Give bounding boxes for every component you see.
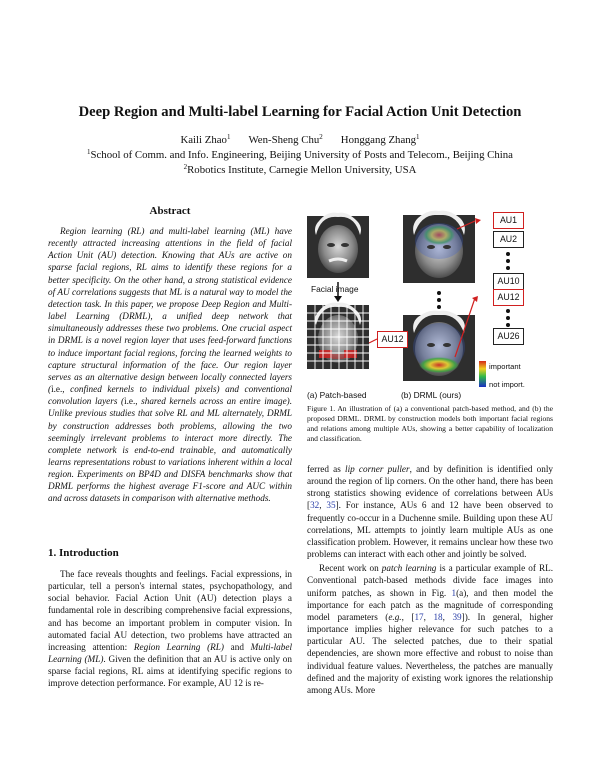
paper-title: Deep Region and Multi-label Learning for Facial Action Unit Detection (78, 104, 522, 120)
abstract-text: , confined kernels to individual pixels) and conventional convolution layers ( (48, 384, 292, 407)
abstract-heading: Abstract (149, 205, 191, 217)
ellipsis-dot (437, 298, 441, 302)
au10-label: AU10 (493, 273, 524, 290)
intro-term: Multi-label Learning (ML) (48, 641, 292, 665)
ellipsis-dot (506, 252, 510, 256)
au1-label: AU1 (493, 212, 524, 229)
author-name: Honggang Zhang (340, 134, 417, 146)
facial-image-label: Facial image (311, 284, 359, 294)
intro-term: Region Learning (RL) (133, 641, 224, 652)
citation-link[interactable]: 18 (433, 611, 443, 622)
abstract-text: Region learning (RL) and multi-label learning (ML) have recently attracted increasing attentions in the field of facial Action Unit (AU) detection. Knowing that AUs are active on sparse facial regions, RL aims to identify these regions for a better specificity. On the other hand, a strong statistical evidence of AU correlations suggests that ML is a natural way to model the detection task. In this paper, we propose Deep Region and Multi-label Learning (DRML), a unified deep network that simultaneously addresses these two problems. One crucial aspect in DRML is a novel region layer that uses feed-forward functions to induce important facial regions, forcing the learned weights to capture structural information of the face. Our region layer serves as an alternative design between locally connected layers ( (48, 226, 292, 395)
author-affiliation-mark: 2 (319, 133, 323, 141)
figure-link[interactable]: 1 (451, 587, 457, 598)
ellipsis-dot (506, 266, 510, 270)
au26-label: AU26 (493, 328, 524, 345)
ellipsis-dot (506, 316, 510, 320)
author-affiliation-mark: 1 (416, 133, 420, 141)
citation-link[interactable]: 39 (452, 611, 462, 622)
intro-body (48, 568, 292, 690)
citation-link[interactable]: 17 (414, 611, 424, 622)
ellipsis-dot (437, 305, 441, 309)
body-text: , [ (401, 611, 415, 622)
affiliation-mark: 1 (87, 148, 91, 156)
abstract-body (48, 225, 292, 505)
legend-color-bar (479, 361, 486, 387)
body-term: lip corner puller (345, 464, 410, 474)
section-heading-introduction: 1. Introduction (48, 547, 119, 559)
affiliation-text: School of Comm. and Info. Engineering, Beijing University of Posts and Telecom., Beijing China (90, 149, 513, 161)
face-image-top (307, 213, 369, 278)
au12-label: AU12 (493, 289, 524, 306)
body-text: ]). In general, higher importance implies higher relevance for such patches to a particular AU. The selected patches, due to their spatial dependencies, are shown more effective and robust to noise than individual feature values. Nevertheless, the patches are manually defined and the majority of existing work ignores the relationship among AUs. More (307, 611, 554, 695)
body-text: , (423, 611, 434, 622)
patch-face-image (307, 303, 369, 369)
figure-1 (307, 205, 553, 401)
body-term: e.g. (388, 611, 402, 622)
right-column-body (307, 463, 553, 696)
citation-link[interactable]: 35 (326, 500, 336, 511)
subfigure-a-label: (a) Patch-based (307, 390, 367, 400)
body-text: , and by definition is identified only around the region of lip corners. On the other hand, there has been strong statistics showing evidence of correlations between AUs [ (307, 464, 553, 511)
affiliation-1 (40, 149, 560, 162)
citation-link[interactable]: 32 (310, 500, 320, 511)
author-name: Wen-Sheng Chu (248, 134, 320, 146)
ellipsis-dot (506, 309, 510, 313)
body-text: ferred as (307, 464, 346, 474)
affiliation-2 (40, 164, 560, 177)
body-text: (a), and then model the importance for each patch as the magnitude of corresponding model parameters ( (307, 587, 553, 622)
body-term: patch learning (381, 563, 437, 574)
author-name: Kaili Zhao (180, 134, 227, 146)
abstract-text: i.e. (124, 396, 136, 407)
figure-caption: Figure 1. An illustration of (a) a conventional patch-based method, and (b) the proposed DRML. DRML by construction models both important facial regions and relations among multiple AUs, showing a better capability of localization and classification. (307, 404, 553, 444)
intro-text: . Given the definition that an AU is active only on sparse facial regions, RL aims at identifying specific regions to improve detection performance. For example, AU 12 is re- (48, 654, 292, 689)
drml-face-image-top (403, 211, 475, 283)
author-affiliation-mark: 1 (226, 133, 231, 141)
abstract-text: i.e. (51, 384, 63, 395)
body-text: is a particular example of RL. Conventional patch-based methods divide face images into uniform patches, as shown in Fig. (307, 563, 554, 598)
intro-text: and (223, 641, 251, 652)
drml-face-image-bottom (403, 311, 475, 381)
body-text: ]. For instance, AUs 6 and 12 have been observed to frequently co-occur in a Duchenne smile. Building upon these AU correlations, ML attempts to jointly learn multiple AUs as one classification problem. However, it remains unclear how these two problems can interact with each other and jointly be solved. (307, 500, 554, 560)
ellipsis-dot (506, 259, 510, 263)
au2-label: AU2 (493, 231, 524, 248)
ellipsis-dot (506, 323, 510, 327)
patch-au12-label: AU12 (377, 331, 408, 348)
abstract-text: , shared kernels across an entire image). Unlike previous studies that solve RL and ML alternately, DRML by construction addresses both problems, allowing the two seemingly irrelevant problems to interact more directly. The complete network is end-to-end trainable, and automatically learns representations robust to variations inherent within a local region. Experiments on BP4D and DISFA benchmarks show that DRML performs the highest average F1-score and AUC within and across datasets in comparison with alternative methods. (48, 396, 293, 504)
affiliation-text: Robotics Institute, Carnegie Mellon University, USA (187, 164, 417, 176)
author-list (40, 134, 560, 147)
subfigure-b-label: (b) DRML (ours) (401, 390, 462, 400)
ellipsis-dot (437, 291, 441, 295)
intro-text: The face reveals thoughts and feelings. Facial expressions, in particular, tell a person's internal states, psychopathology, and social behavior. Facial Action Unit (AU) detection plays a fundamental role in describing comprehensive facial expressions, and has become an important problem in computer vision. In automated facial AU detection, two problems have attracted an increasing attention: (48, 569, 292, 652)
body-text: , (442, 611, 453, 622)
affiliation-mark: 2 (183, 163, 188, 171)
legend-not-important-label: not import. (489, 380, 525, 389)
body-text: , (319, 500, 327, 511)
body-text: Recent work on (319, 563, 382, 574)
legend-important-label: important (489, 362, 521, 371)
